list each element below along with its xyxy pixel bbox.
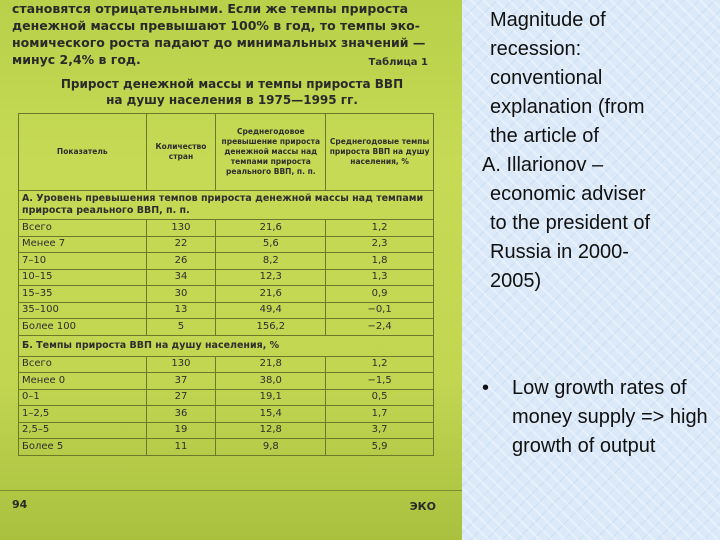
row-label: Более 100 — [19, 319, 147, 336]
cell-value: −2,4 — [326, 319, 434, 336]
heading-line: A. Illarionov – — [482, 154, 604, 176]
cell-value: 15,4 — [216, 406, 326, 423]
cell-value: 5,6 — [216, 236, 326, 253]
header-cell: Количество стран — [146, 114, 216, 191]
section-b-rows — [19, 356, 434, 455]
cell-value: 30 — [146, 286, 216, 303]
cell-value: 26 — [146, 253, 216, 270]
heading-line: economic adviser — [490, 183, 646, 205]
heading-line: explanation (from — [490, 96, 645, 118]
cell-value: 1,3 — [326, 269, 434, 286]
cell-value: 19 — [146, 422, 216, 439]
cell-value: 13 — [146, 302, 216, 319]
table-row — [19, 422, 434, 439]
cell-value: 22 — [146, 236, 216, 253]
table-row — [19, 220, 434, 237]
cell-value: 1,8 — [326, 253, 434, 270]
cell-value: 34 — [146, 269, 216, 286]
section-a-rows — [19, 220, 434, 336]
row-label: Менее 0 — [19, 373, 147, 390]
page-number: 94 — [12, 498, 28, 511]
heading-line: recession: — [490, 38, 582, 60]
row-label: 35–100 — [19, 302, 147, 319]
intro-line: минус 2,4% в год. — [12, 52, 141, 67]
row-label: Более 5 — [19, 439, 147, 456]
text-panel — [462, 0, 720, 540]
heading-line: to the president of — [490, 212, 651, 234]
data-table — [18, 113, 434, 456]
cell-value: 0,9 — [326, 286, 434, 303]
cell-value: 38,0 — [216, 373, 326, 390]
cell-value: 49,4 — [216, 302, 326, 319]
cell-value: 21,6 — [216, 220, 326, 237]
row-label: 15–35 — [19, 286, 147, 303]
cell-value: 130 — [146, 356, 216, 373]
cell-value: 21,6 — [216, 286, 326, 303]
cell-value: 12,8 — [216, 422, 326, 439]
heading-line: Russia in 2000- — [490, 241, 629, 263]
cell-value: 1,7 — [326, 406, 434, 423]
table-title-line: Прирост денежной массы и темпы прироста ВВП — [60, 77, 404, 91]
heading-line: Magnitude of — [490, 9, 606, 31]
section-row — [19, 335, 434, 356]
heading-line: conventional — [490, 67, 603, 89]
footer-divider — [0, 490, 462, 491]
cell-value: 1,2 — [326, 356, 434, 373]
row-label: 0–1 — [19, 389, 147, 406]
cell-value: 21,8 — [216, 356, 326, 373]
intro-line: становятся отрицательными. Если же темпы прироста — [12, 1, 409, 16]
bullet-text: Low growth rates of money supply => high growth of output — [512, 377, 708, 457]
table-row — [19, 373, 434, 390]
row-label: 7–10 — [19, 253, 147, 270]
table-title-line: на душу населения в 1975—1995 гг. — [106, 93, 358, 107]
journal-name: ЭКО — [409, 500, 436, 513]
cell-value: 9,8 — [216, 439, 326, 456]
cell-value: 130 — [146, 220, 216, 237]
header-cell: Среднегодовое превышение прироста денежной массы над темпами прироста реального ВВП, п. п. — [216, 114, 326, 191]
intro-line: номического роста падают до минимальных значений — — [12, 35, 426, 50]
bullet-point — [482, 374, 714, 461]
row-label: 10–15 — [19, 269, 147, 286]
bullet-icon: • — [482, 377, 490, 399]
cell-value: 36 — [146, 406, 216, 423]
cell-value: 5,9 — [326, 439, 434, 456]
cell-value: −1,5 — [326, 373, 434, 390]
table-row — [19, 286, 434, 303]
row-label: Всего — [19, 356, 147, 373]
heading-line: 2005) — [490, 270, 542, 292]
cell-value: 19,1 — [216, 389, 326, 406]
cell-value: 8,2 — [216, 253, 326, 270]
table-number: Таблица 1 — [368, 57, 428, 68]
table-row — [19, 439, 434, 456]
table-row — [19, 356, 434, 373]
row-label: 2,5–5 — [19, 422, 147, 439]
cell-value: 12,3 — [216, 269, 326, 286]
cell-value: 27 — [146, 389, 216, 406]
row-label: Всего — [19, 220, 147, 237]
table-title — [22, 76, 442, 108]
header-cell: Среднегодовые темпы прироста ВВП на душу населения, % — [326, 114, 434, 191]
table-row — [19, 319, 434, 336]
slide-heading — [482, 6, 718, 296]
table-header-row — [19, 114, 434, 191]
intro-line: денежной массы превышают 100% в год, то темпы эко- — [12, 18, 420, 33]
header-cell: Показатель — [19, 114, 147, 191]
cell-value: 156,2 — [216, 319, 326, 336]
section-b-title: Б. Темпы прироста ВВП на душу населения, % — [19, 335, 434, 356]
cell-value: −0,1 — [326, 302, 434, 319]
cell-value: 0,5 — [326, 389, 434, 406]
row-label: 1–2,5 — [19, 406, 147, 423]
cell-value: 37 — [146, 373, 216, 390]
table-row — [19, 389, 434, 406]
section-row — [19, 191, 434, 220]
table-row — [19, 406, 434, 423]
table-row — [19, 269, 434, 286]
cell-value: 1,2 — [326, 220, 434, 237]
table-row — [19, 302, 434, 319]
row-label: Менее 7 — [19, 236, 147, 253]
section-a-title: А. Уровень превышения темпов прироста денежной массы над темпами прироста реального ВВП, п. п. — [19, 191, 434, 220]
cell-value: 2,3 — [326, 236, 434, 253]
cell-value: 5 — [146, 319, 216, 336]
cell-value: 11 — [146, 439, 216, 456]
cell-value: 3,7 — [326, 422, 434, 439]
table-row — [19, 236, 434, 253]
table-row — [19, 253, 434, 270]
heading-line: the article of — [490, 125, 599, 147]
